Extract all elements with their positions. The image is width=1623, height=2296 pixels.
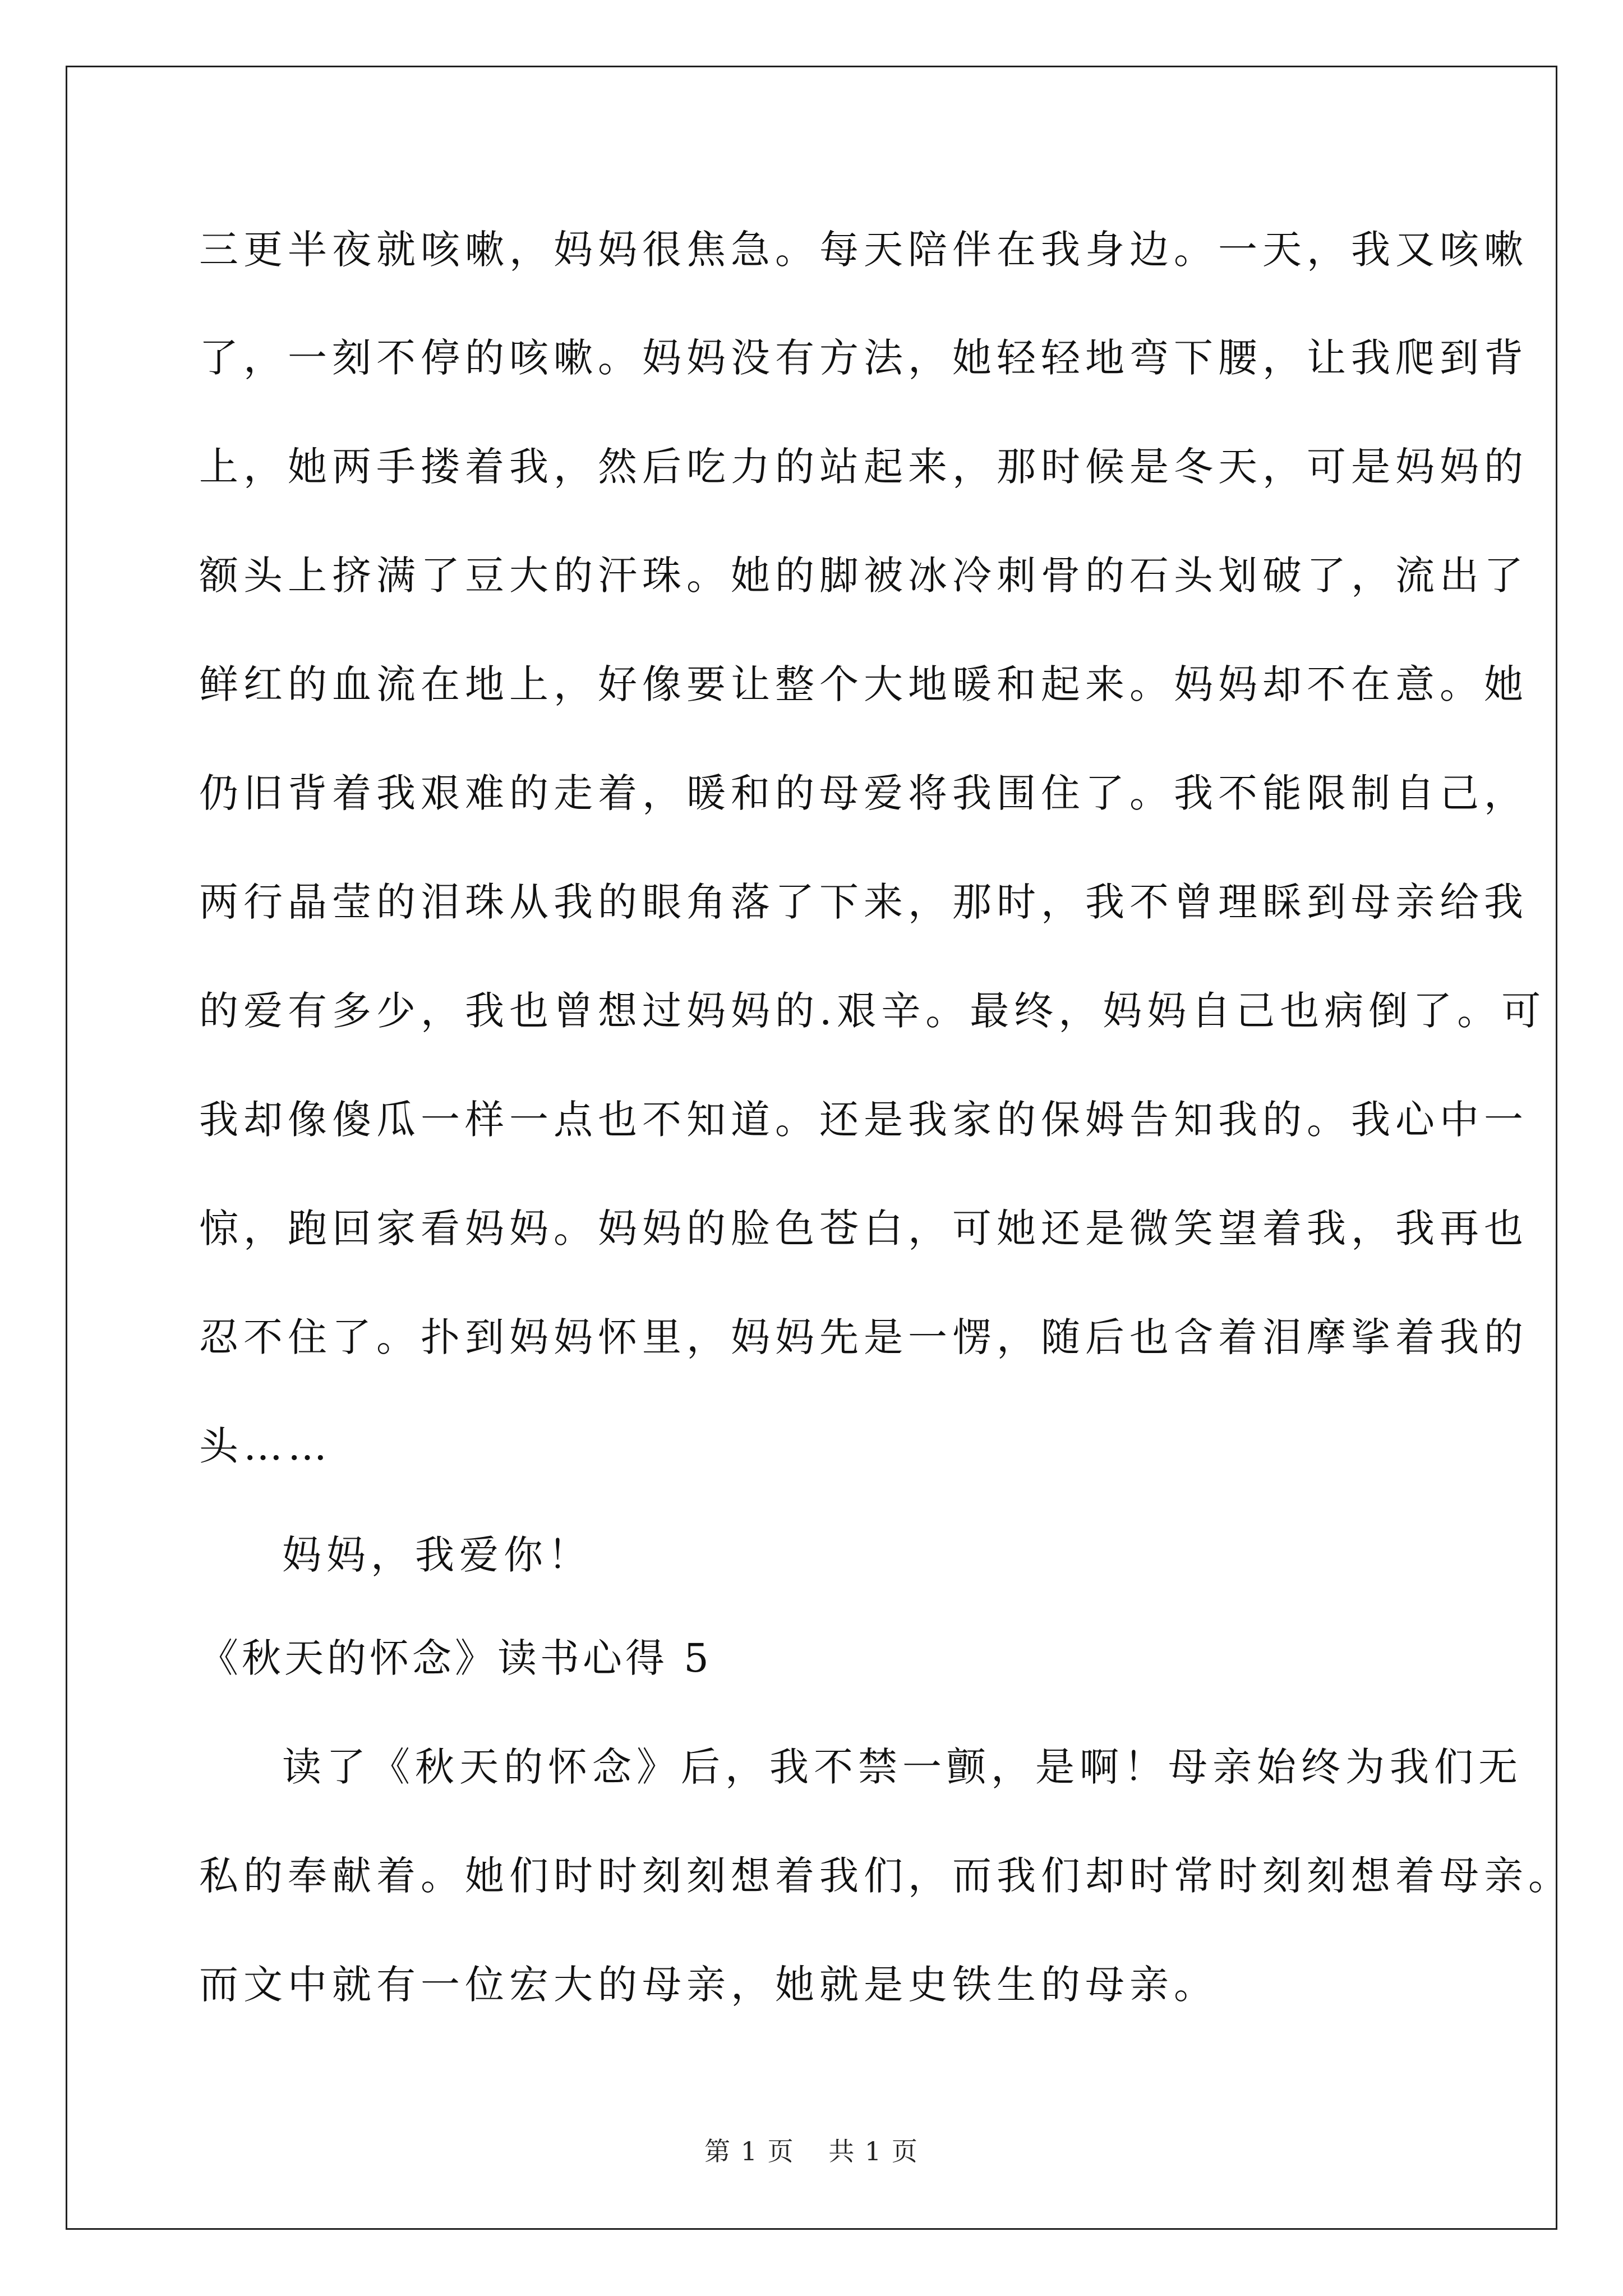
paragraph-line: 惊，跑回家看妈妈。妈妈的脸色苍白，可她还是微笑望着我，我再也: [199, 1205, 1528, 1251]
paragraph-line: 头……: [199, 1423, 332, 1469]
paragraph-line: 的爱有多少，我也曾想过妈妈的.艰辛。最终，妈妈自己也病倒了。可: [199, 988, 1546, 1034]
paragraph-line: 鲜红的血流在地上，好像要让整个大地暖和起来。妈妈却不在意。她: [199, 661, 1528, 707]
paragraph-line: 我却像傻瓜一样一点也不知道。还是我家的保姆告知我的。我心中一: [199, 1097, 1528, 1143]
page-number: 第 1 页: [704, 2136, 795, 2166]
paragraph-line: 上，她两手搂着我，然后吃力的站起来，那时候是冬天，可是妈妈的: [199, 444, 1528, 490]
paragraph-line: 了，一刻不停的咳嗽。妈妈没有方法，她轻轻地弯下腰，让我爬到背: [199, 335, 1528, 381]
paragraph-line: 忍不住了。扑到妈妈怀里，妈妈先是一愣，随后也含着泪摩挲着我的: [199, 1314, 1528, 1360]
page-border: [66, 66, 1557, 2230]
page-footer: [0, 2131, 1623, 2168]
page-total: 共 1 页: [828, 2136, 919, 2166]
paragraph-line: 仍旧背着我艰难的走着，暖和的母爱将我围住了。我不能限制自己，: [199, 770, 1528, 816]
paragraph-line: 两行晶莹的泪珠从我的眼角落了下来，那时，我不曾理睬到母亲给我: [199, 879, 1528, 925]
section-heading: 《秋天的怀念》读书心得 5: [199, 1635, 712, 1681]
paragraph-line: 私的奉献着。她们时时刻刻想着我们，而我们却时常时刻刻想着母亲。: [199, 1853, 1573, 1899]
paragraph-line: 妈妈，我爱你！: [282, 1532, 592, 1578]
paragraph-line: 读了《秋天的怀念》后，我不禁一颤，是啊！母亲始终为我们无: [282, 1744, 1523, 1790]
paragraph-line: 而文中就有一位宏大的母亲，她就是史铁生的母亲。: [199, 1962, 1218, 2008]
paragraph-line: 三更半夜就咳嗽，妈妈很焦急。每天陪伴在我身边。一天，我又咳嗽: [199, 227, 1528, 273]
paragraph-line: 额头上挤满了豆大的汗珠。她的脚被冰冷刺骨的石头划破了，流出了: [199, 553, 1528, 599]
